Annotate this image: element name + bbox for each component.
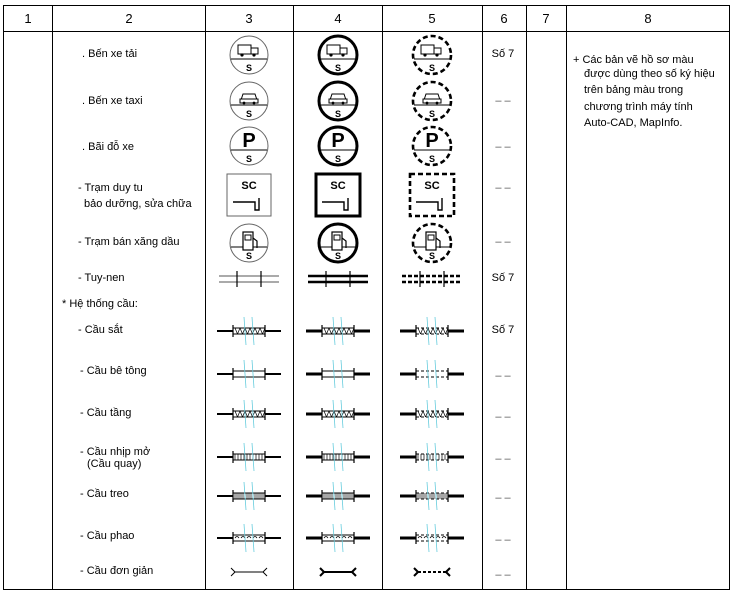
row-label-swing-bridge-line2: (Cầu quay) (87, 458, 142, 470)
pontoon-bridge-icon (217, 524, 281, 552)
svg-text:P: P (331, 130, 345, 152)
header-8: 8 (644, 11, 652, 26)
svg-text:S: S (334, 154, 342, 164)
note-line: được dùng theo số ký hiệu (584, 68, 715, 80)
row-ref-simple-bridge: – – (495, 569, 511, 581)
row-label-swing-bridge: - Cầu nhịp mở (80, 446, 151, 458)
row-label-taxi-station: . Bến xe taxi (82, 95, 143, 107)
note-block (573, 54, 715, 129)
simple-bridge-icon (231, 568, 267, 576)
header-2: 2 (125, 11, 133, 26)
tunnel-icon (402, 271, 462, 287)
car-icon (230, 82, 268, 120)
row-ref-swing-bridge: – – (495, 453, 511, 465)
simple-bridge-icon (320, 568, 356, 576)
header-6: 6 (500, 11, 508, 26)
svg-text:S: S (428, 251, 436, 261)
row-label-tunnel: - Tuy-nen (78, 272, 125, 284)
note-line: Auto-CAD, MapInfo. (584, 117, 683, 129)
svg-text:S: S (428, 109, 436, 119)
header-5: 5 (428, 11, 436, 26)
column-6 (492, 48, 515, 581)
svg-text:S: S (245, 109, 253, 119)
swing-bridge-icon (217, 443, 281, 471)
service-station-icon (410, 174, 454, 216)
svg-text:S: S (428, 154, 436, 164)
steel-bridge-icon (400, 317, 464, 345)
service-station-icon (316, 174, 360, 216)
truck-icon (319, 36, 357, 74)
svg-text:S: S (428, 63, 436, 73)
svg-text:SC: SC (330, 180, 346, 192)
fuel-pump-icon (319, 224, 357, 262)
car-icon (319, 82, 357, 120)
row-label-fuel-station: - Trạm bán xăng dầu (78, 236, 180, 248)
symbol-columns (217, 36, 464, 576)
tunnel-icon (308, 271, 368, 287)
suspension-bridge-icon (217, 482, 281, 510)
tunnel-icon (219, 271, 279, 287)
row-label-simple-bridge: - Cầu đơn giản (80, 565, 154, 577)
note-line: trên bảng màu trong (584, 84, 684, 96)
row-label-bridge-system: * Hệ thống cầu: (62, 298, 138, 310)
row-ref-tunnel: Số 7 (491, 272, 515, 284)
row-ref-suspension-bridge: – – (495, 492, 511, 504)
svg-text:S: S (245, 154, 253, 164)
row-label-service-station: - Trạm duy tu (78, 182, 143, 194)
row-ref-fuel-station: – – (495, 236, 511, 248)
row-ref-multilevel-bridge: – – (495, 411, 511, 423)
truck-icon (230, 36, 268, 74)
row-ref-truck-station: Số 7 (491, 48, 515, 60)
svg-text:S: S (334, 63, 342, 73)
row-label-parking: . Bãi đỗ xe (82, 141, 134, 153)
svg-text:P: P (425, 130, 439, 152)
svg-text:S: S (334, 109, 342, 119)
service-station-icon (227, 174, 271, 216)
concrete-bridge-icon (400, 360, 464, 388)
note-line: + Các bản vẽ hồ sơ màu (573, 54, 694, 66)
parking-icon (413, 127, 451, 165)
row-ref-service-station: – – (495, 182, 511, 194)
multilevel-bridge-icon (217, 400, 281, 428)
row-label-service-station-line2: bảo dưỡng, sửa chữa (84, 198, 192, 210)
header-row (24, 11, 651, 26)
steel-bridge-icon (217, 317, 281, 345)
svg-text:SC: SC (424, 180, 440, 192)
pontoon-bridge-icon (306, 524, 370, 552)
row-ref-concrete-bridge: – – (495, 370, 511, 382)
swing-bridge-icon (306, 443, 370, 471)
fuel-pump-icon (230, 224, 268, 262)
fuel-pump-icon (413, 224, 451, 262)
car-icon (413, 82, 451, 120)
suspension-bridge-icon (306, 482, 370, 510)
parking-icon (230, 127, 268, 165)
header-1: 1 (24, 11, 32, 26)
header-7: 7 (542, 11, 550, 26)
row-label-steel-bridge: - Cầu sắt (78, 324, 123, 336)
simple-bridge-icon (414, 568, 450, 576)
multilevel-bridge-icon (400, 400, 464, 428)
multilevel-bridge-icon (306, 400, 370, 428)
row-label-concrete-bridge: - Cầu bê tông (80, 365, 147, 377)
label-column (62, 48, 192, 577)
row-ref-steel-bridge: Số 7 (491, 324, 515, 336)
steel-bridge-icon (306, 317, 370, 345)
row-label-truck-station: . Bến xe tải (82, 48, 138, 60)
header-4: 4 (334, 11, 342, 26)
row-ref-parking: – – (495, 141, 511, 153)
concrete-bridge-icon (306, 360, 370, 388)
pontoon-bridge-icon (400, 524, 464, 552)
row-ref-taxi-station: – – (495, 95, 511, 107)
header-3: 3 (245, 11, 253, 26)
row-ref-pontoon-bridge: – – (495, 534, 511, 546)
svg-text:SC: SC (241, 180, 257, 192)
row-label-pontoon-bridge: - Cầu phao (80, 530, 135, 542)
row-label-multilevel-bridge: - Cầu tầng (80, 407, 132, 419)
row-label-suspension-bridge: - Cầu treo (80, 488, 129, 500)
swing-bridge-icon (400, 443, 464, 471)
suspension-bridge-icon (400, 482, 464, 510)
svg-text:S: S (334, 251, 342, 261)
svg-text:S: S (245, 251, 253, 261)
truck-icon (413, 36, 451, 74)
concrete-bridge-icon (217, 360, 281, 388)
svg-text:S: S (245, 63, 253, 73)
note-line: chương trình máy tính (584, 101, 693, 113)
svg-text:P: P (242, 130, 256, 152)
parking-icon (319, 127, 357, 165)
